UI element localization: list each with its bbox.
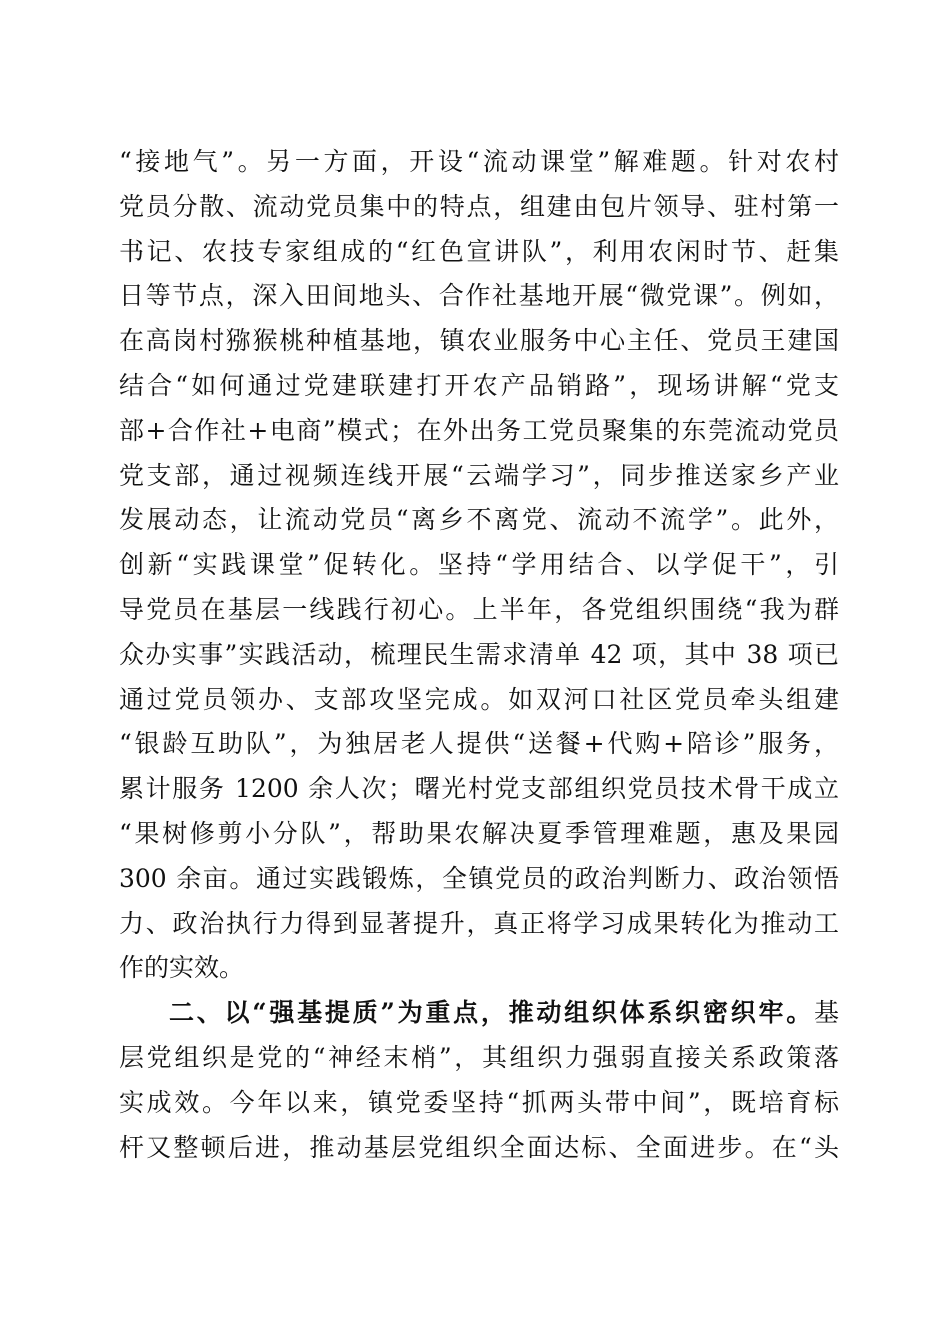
text-line: 累计服务 1200 余人次；曙光村党支部组织党员技术骨干成立	[119, 774, 839, 804]
text-line: 部+合作社+电商”模式；在外出务工党员聚集的东莞流动党员	[119, 415, 839, 445]
text-line: 杆又整顿后进，推动基层党组织全面达标、全面进步。在“头	[119, 1132, 839, 1162]
text-line: 实成效。今年以来，镇党委坚持“抓两头带中间”，既培育标	[119, 1087, 839, 1117]
text-line: 书记、农技专家组成的“红色宣讲队”，利用农闲时节、赶集	[119, 236, 839, 266]
text-line: “果树修剪小分队”，帮助果农解决夏季管理难题，惠及果园	[119, 818, 839, 848]
section-heading: 二、以“强基提质”为重点，推动组织体系织密织牢。	[169, 998, 814, 1028]
text-line: 日等节点，深入田间地头、合作社基地开展“微党课”。例如，	[119, 281, 839, 311]
text-line: 作的实效。	[119, 953, 245, 983]
text-line: “银龄互助队”，为独居老人提供“送餐+代购+陪诊”服务，	[119, 729, 839, 759]
text-line: 300 余亩。通过实践锻炼，全镇党员的政治判断力、政治领悟	[119, 863, 839, 893]
text-line: 党员分散、流动党员集中的特点，组建由包片领导、驻村第一	[119, 191, 839, 221]
body-text	[119, 140, 839, 1170]
text-line: 在高岗村猕猴桃种植基地，镇农业服务中心主任、党员王建国	[119, 326, 839, 356]
text-line: 结合“如何通过党建联建打开农产品销路”，现场讲解“党支	[119, 370, 839, 400]
text-line: 发展动态，让流动党员“离乡不离党、流动不流学”。此外，	[119, 505, 839, 535]
text-line: 通过党员领办、支部攻坚完成。如双河口社区党员牵头组建	[119, 684, 839, 714]
text-line: 创新“实践课堂”促转化。坚持“学用结合、以学促干”，引	[119, 550, 839, 580]
text-line: 导党员在基层一线践行初心。上半年，各党组织围绕“我为群	[119, 594, 839, 624]
text-line: “接地气”。另一方面，开设“流动课堂”解难题。针对农村	[119, 147, 839, 176]
text-line: 众办实事”实践活动，梳理民生需求清单 42 项，其中 38 项已	[119, 639, 839, 669]
heading-continuation: 基	[813, 998, 839, 1028]
section-heading-line	[119, 991, 839, 1036]
text-line: 层党组织是党的“神经末梢”，其组织力强弱直接关系政策落	[119, 1042, 839, 1072]
text-line: 力、政治执行力得到显著提升，真正将学习成果转化为推动工	[119, 908, 839, 938]
text-line: 党支部，通过视频连线开展“云端学习”，同步推送家乡产业	[119, 460, 839, 490]
